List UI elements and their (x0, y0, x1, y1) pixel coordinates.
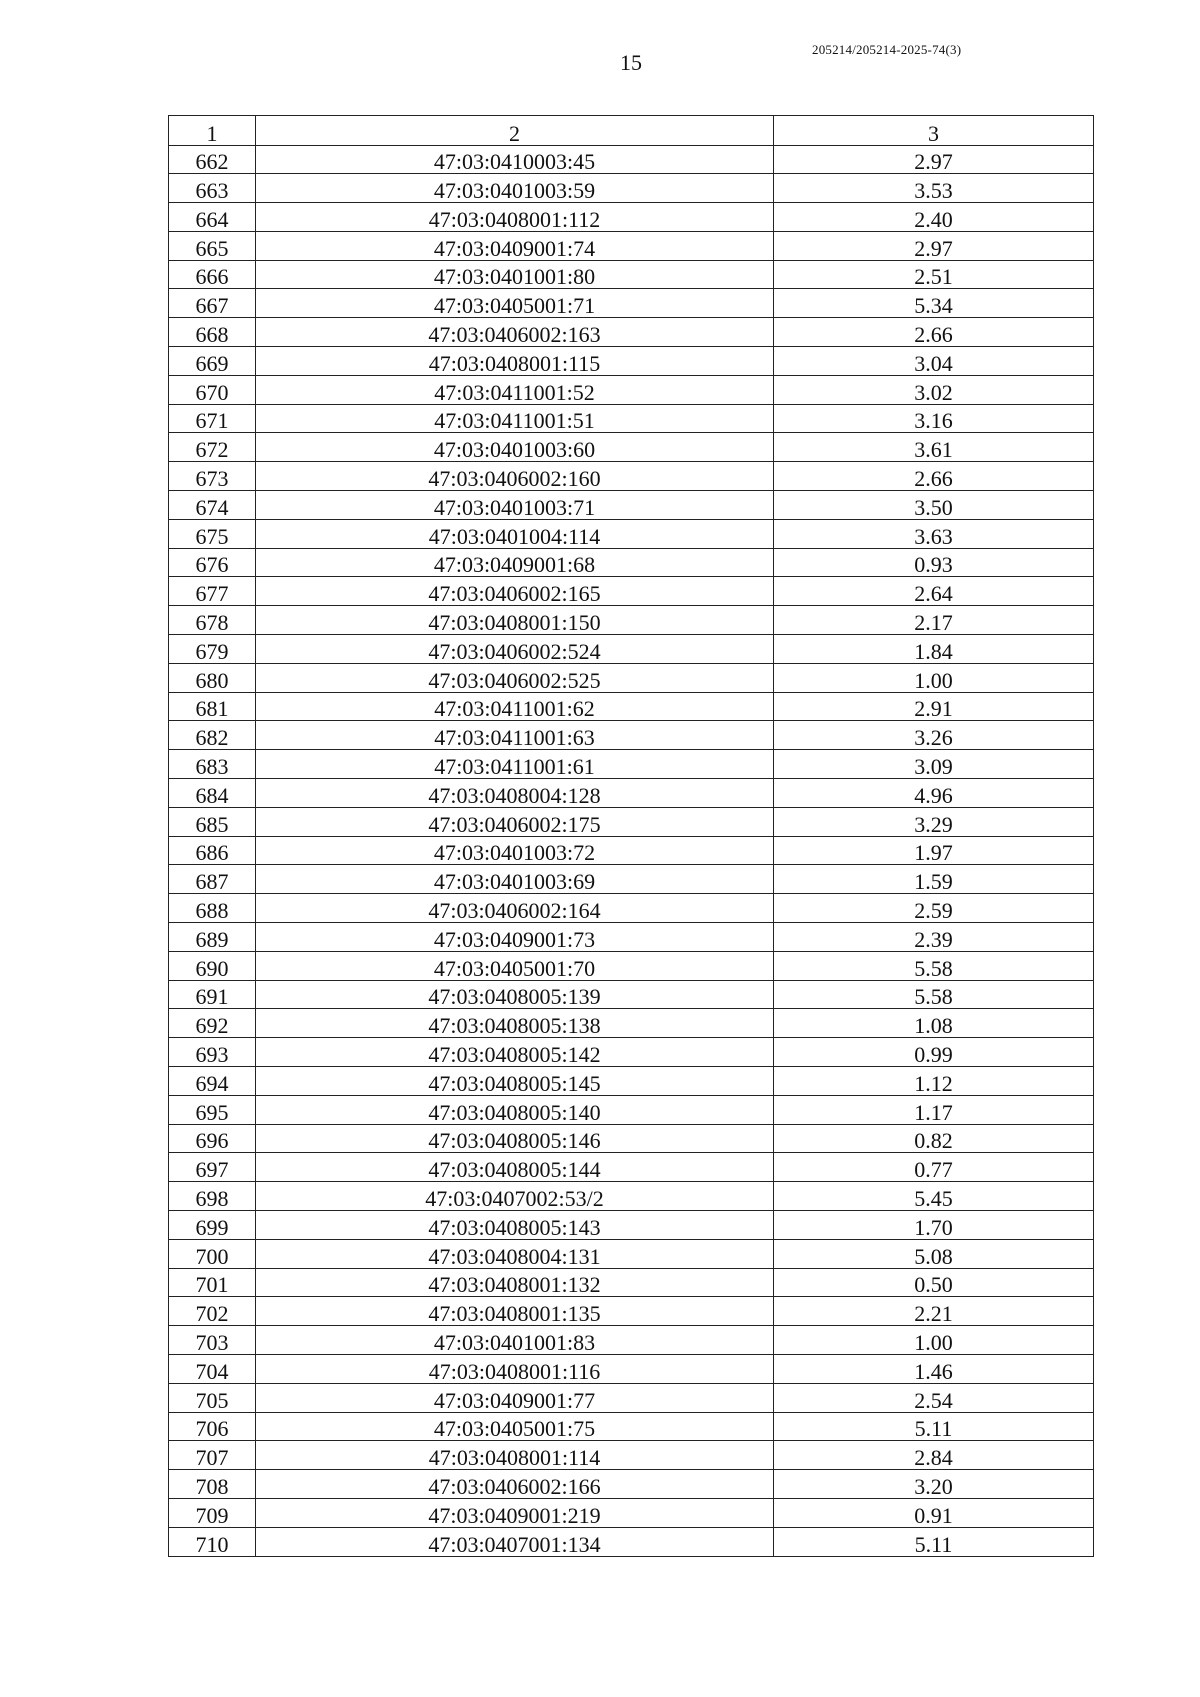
table-row (169, 1412, 1094, 1441)
row-number-cell: 678 (169, 606, 256, 635)
area-value-cell: 0.99 (774, 1038, 1094, 1067)
row-number-cell: 679 (169, 635, 256, 664)
cadastral-number-cell: 47:03:0408005:144 (256, 1153, 774, 1182)
cadastral-number-cell: 47:03:0411001:52 (256, 375, 774, 404)
table-row (169, 1498, 1094, 1527)
cadastral-number-cell: 47:03:0406002:163 (256, 318, 774, 347)
table-row (169, 606, 1094, 635)
document-reference: 205214/205214-2025-74(3) (812, 42, 962, 57)
row-number-cell: 700 (169, 1239, 256, 1268)
row-number-cell: 704 (169, 1354, 256, 1383)
land-plot-table (168, 115, 1094, 1557)
cadastral-number-cell: 47:03:0401001:83 (256, 1326, 774, 1355)
table-row (169, 145, 1094, 174)
cadastral-number-cell: 47:03:0409001:73 (256, 923, 774, 952)
cadastral-number-cell: 47:03:0406002:175 (256, 807, 774, 836)
row-number-cell: 697 (169, 1153, 256, 1182)
area-value-cell: 0.93 (774, 548, 1094, 577)
table-row (169, 1038, 1094, 1067)
area-value-cell: 5.45 (774, 1182, 1094, 1211)
area-value-cell: 3.50 (774, 491, 1094, 520)
table-row (169, 174, 1094, 203)
table-row (169, 462, 1094, 491)
row-number-cell: 684 (169, 779, 256, 808)
row-number-cell: 677 (169, 577, 256, 606)
row-number-cell: 681 (169, 692, 256, 721)
row-number-cell: 675 (169, 519, 256, 548)
area-value-cell: 1.17 (774, 1095, 1094, 1124)
row-number-cell: 696 (169, 1124, 256, 1153)
area-value-cell: 1.97 (774, 836, 1094, 865)
area-value-cell: 0.82 (774, 1124, 1094, 1153)
cadastral-number-cell: 47:03:0408001:114 (256, 1441, 774, 1470)
cadastral-number-cell: 47:03:0409001:74 (256, 231, 774, 260)
area-value-cell: 2.66 (774, 462, 1094, 491)
cadastral-number-cell: 47:03:0409001:68 (256, 548, 774, 577)
area-value-cell: 2.97 (774, 231, 1094, 260)
cadastral-number-cell: 47:03:0408001:116 (256, 1354, 774, 1383)
cadastral-number-cell: 47:03:0401003:72 (256, 836, 774, 865)
cadastral-number-cell: 47:03:0406002:164 (256, 894, 774, 923)
row-number-cell: 707 (169, 1441, 256, 1470)
table-row (169, 1009, 1094, 1038)
row-number-cell: 691 (169, 980, 256, 1009)
table-row (169, 1268, 1094, 1297)
cadastral-number-cell: 47:03:0409001:77 (256, 1383, 774, 1412)
table-row (169, 1210, 1094, 1239)
table-row (169, 1095, 1094, 1124)
table-row (169, 894, 1094, 923)
table-row (169, 1527, 1094, 1556)
cadastral-number-cell: 47:03:0410003:45 (256, 145, 774, 174)
cadastral-number-cell: 47:03:0401003:60 (256, 433, 774, 462)
table-row (169, 231, 1094, 260)
area-value-cell: 2.97 (774, 145, 1094, 174)
area-value-cell: 0.50 (774, 1268, 1094, 1297)
table-row (169, 491, 1094, 520)
cadastral-number-cell: 47:03:0409001:219 (256, 1498, 774, 1527)
cadastral-number-cell: 47:03:0408001:112 (256, 203, 774, 232)
table-row (169, 865, 1094, 894)
row-number-cell: 709 (169, 1498, 256, 1527)
row-number-cell: 669 (169, 347, 256, 376)
table-row (169, 750, 1094, 779)
area-value-cell: 2.51 (774, 260, 1094, 289)
cadastral-number-cell: 47:03:0406002:160 (256, 462, 774, 491)
page-number: 15 (620, 50, 642, 75)
row-number-cell: 695 (169, 1095, 256, 1124)
area-value-cell: 3.20 (774, 1470, 1094, 1499)
table-row (169, 289, 1094, 318)
table-row (169, 1297, 1094, 1326)
cadastral-number-cell: 47:03:0411001:63 (256, 721, 774, 750)
area-value-cell: 5.08 (774, 1239, 1094, 1268)
table-row (169, 779, 1094, 808)
row-number-cell: 706 (169, 1412, 256, 1441)
area-value-cell: 3.53 (774, 174, 1094, 203)
area-value-cell: 2.66 (774, 318, 1094, 347)
area-value-cell: 1.84 (774, 635, 1094, 664)
cadastral-number-cell: 47:03:0407001:134 (256, 1527, 774, 1556)
area-value-cell: 3.02 (774, 375, 1094, 404)
table-header-row (169, 116, 1094, 146)
row-number-cell: 662 (169, 145, 256, 174)
table-row (169, 836, 1094, 865)
cadastral-number-cell: 47:03:0401003:59 (256, 174, 774, 203)
row-number-cell: 694 (169, 1067, 256, 1096)
row-number-cell: 693 (169, 1038, 256, 1067)
cadastral-number-cell: 47:03:0411001:62 (256, 692, 774, 721)
area-value-cell: 2.59 (774, 894, 1094, 923)
table-row (169, 1124, 1094, 1153)
area-value-cell: 2.84 (774, 1441, 1094, 1470)
table-row (169, 1067, 1094, 1096)
area-value-cell: 2.64 (774, 577, 1094, 606)
area-value-cell: 2.21 (774, 1297, 1094, 1326)
area-value-cell: 2.91 (774, 692, 1094, 721)
area-value-cell: 5.11 (774, 1527, 1094, 1556)
cadastral-number-cell: 47:03:0408005:145 (256, 1067, 774, 1096)
area-value-cell: 3.09 (774, 750, 1094, 779)
table-row (169, 1470, 1094, 1499)
cadastral-number-cell: 47:03:0408001:132 (256, 1268, 774, 1297)
row-number-cell: 688 (169, 894, 256, 923)
cadastral-number-cell: 47:03:0408005:140 (256, 1095, 774, 1124)
table-row (169, 980, 1094, 1009)
row-number-cell: 701 (169, 1268, 256, 1297)
table-row (169, 404, 1094, 433)
table-row (169, 318, 1094, 347)
area-value-cell: 4.96 (774, 779, 1094, 808)
area-value-cell: 1.00 (774, 663, 1094, 692)
cadastral-number-cell: 47:03:0406002:525 (256, 663, 774, 692)
row-number-cell: 699 (169, 1210, 256, 1239)
row-number-cell: 703 (169, 1326, 256, 1355)
row-number-cell: 702 (169, 1297, 256, 1326)
table-row (169, 807, 1094, 836)
area-value-cell: 3.29 (774, 807, 1094, 836)
cadastral-number-cell: 47:03:0401003:69 (256, 865, 774, 894)
cadastral-number-cell: 47:03:0408005:138 (256, 1009, 774, 1038)
cadastral-number-cell: 47:03:0411001:61 (256, 750, 774, 779)
row-number-cell: 673 (169, 462, 256, 491)
cadastral-number-cell: 47:03:0406002:165 (256, 577, 774, 606)
table-row (169, 347, 1094, 376)
table-row (169, 721, 1094, 750)
row-number-cell: 672 (169, 433, 256, 462)
row-number-cell: 685 (169, 807, 256, 836)
cadastral-number-cell: 47:03:0406002:166 (256, 1470, 774, 1499)
table-row (169, 1326, 1094, 1355)
row-number-cell: 683 (169, 750, 256, 779)
area-value-cell: 1.08 (774, 1009, 1094, 1038)
row-number-cell: 698 (169, 1182, 256, 1211)
table-row (169, 692, 1094, 721)
table-row (169, 1153, 1094, 1182)
row-number-cell: 664 (169, 203, 256, 232)
column-header-3: 3 (774, 116, 1094, 146)
row-number-cell: 670 (169, 375, 256, 404)
cadastral-number-cell: 47:03:0405001:70 (256, 951, 774, 980)
cadastral-number-cell: 47:03:0401004:114 (256, 519, 774, 548)
area-value-cell: 2.54 (774, 1383, 1094, 1412)
table-row (169, 923, 1094, 952)
area-value-cell: 2.40 (774, 203, 1094, 232)
table-row (169, 1354, 1094, 1383)
table-row (169, 663, 1094, 692)
area-value-cell: 1.59 (774, 865, 1094, 894)
area-value-cell: 3.61 (774, 433, 1094, 462)
area-value-cell: 3.16 (774, 404, 1094, 433)
table-row (169, 1182, 1094, 1211)
cadastral-number-cell: 47:03:0408005:143 (256, 1210, 774, 1239)
row-number-cell: 710 (169, 1527, 256, 1556)
cadastral-number-cell: 47:03:0411001:51 (256, 404, 774, 433)
table-row (169, 203, 1094, 232)
table-body (169, 145, 1094, 1556)
table-row (169, 433, 1094, 462)
row-number-cell: 689 (169, 923, 256, 952)
area-value-cell: 3.26 (774, 721, 1094, 750)
row-number-cell: 674 (169, 491, 256, 520)
table-row (169, 1383, 1094, 1412)
area-value-cell: 5.58 (774, 980, 1094, 1009)
table-row (169, 548, 1094, 577)
column-header-1: 1 (169, 116, 256, 146)
table-row (169, 519, 1094, 548)
cadastral-number-cell: 47:03:0406002:524 (256, 635, 774, 664)
row-number-cell: 705 (169, 1383, 256, 1412)
cadastral-number-cell: 47:03:0401001:80 (256, 260, 774, 289)
row-number-cell: 692 (169, 1009, 256, 1038)
row-number-cell: 676 (169, 548, 256, 577)
area-value-cell: 3.63 (774, 519, 1094, 548)
area-value-cell: 5.11 (774, 1412, 1094, 1441)
cadastral-number-cell: 47:03:0408001:150 (256, 606, 774, 635)
area-value-cell: 1.70 (774, 1210, 1094, 1239)
row-number-cell: 708 (169, 1470, 256, 1499)
row-number-cell: 668 (169, 318, 256, 347)
table-row (169, 577, 1094, 606)
area-value-cell: 2.17 (774, 606, 1094, 635)
row-number-cell: 665 (169, 231, 256, 260)
cadastral-number-cell: 47:03:0405001:71 (256, 289, 774, 318)
row-number-cell: 667 (169, 289, 256, 318)
cadastral-number-cell: 47:03:0408004:128 (256, 779, 774, 808)
table-row (169, 375, 1094, 404)
row-number-cell: 686 (169, 836, 256, 865)
cadastral-number-cell: 47:03:0408005:146 (256, 1124, 774, 1153)
area-value-cell: 5.58 (774, 951, 1094, 980)
cadastral-number-cell: 47:03:0408001:115 (256, 347, 774, 376)
row-number-cell: 680 (169, 663, 256, 692)
area-value-cell: 0.77 (774, 1153, 1094, 1182)
area-value-cell: 1.12 (774, 1067, 1094, 1096)
column-header-2: 2 (256, 116, 774, 146)
area-value-cell: 2.39 (774, 923, 1094, 952)
table-row (169, 1441, 1094, 1470)
table-row (169, 1239, 1094, 1268)
area-value-cell: 1.46 (774, 1354, 1094, 1383)
row-number-cell: 687 (169, 865, 256, 894)
cadastral-number-cell: 47:03:0401003:71 (256, 491, 774, 520)
table-row (169, 260, 1094, 289)
area-value-cell: 3.04 (774, 347, 1094, 376)
table-row (169, 635, 1094, 664)
cadastral-number-cell: 47:03:0407002:53/2 (256, 1182, 774, 1211)
row-number-cell: 690 (169, 951, 256, 980)
row-number-cell: 671 (169, 404, 256, 433)
area-value-cell: 5.34 (774, 289, 1094, 318)
area-value-cell: 0.91 (774, 1498, 1094, 1527)
row-number-cell: 682 (169, 721, 256, 750)
cadastral-number-cell: 47:03:0408005:139 (256, 980, 774, 1009)
cadastral-number-cell: 47:03:0408001:135 (256, 1297, 774, 1326)
table-row (169, 951, 1094, 980)
cadastral-number-cell: 47:03:0408004:131 (256, 1239, 774, 1268)
row-number-cell: 666 (169, 260, 256, 289)
area-value-cell: 1.00 (774, 1326, 1094, 1355)
cadastral-number-cell: 47:03:0408005:142 (256, 1038, 774, 1067)
cadastral-number-cell: 47:03:0405001:75 (256, 1412, 774, 1441)
row-number-cell: 663 (169, 174, 256, 203)
